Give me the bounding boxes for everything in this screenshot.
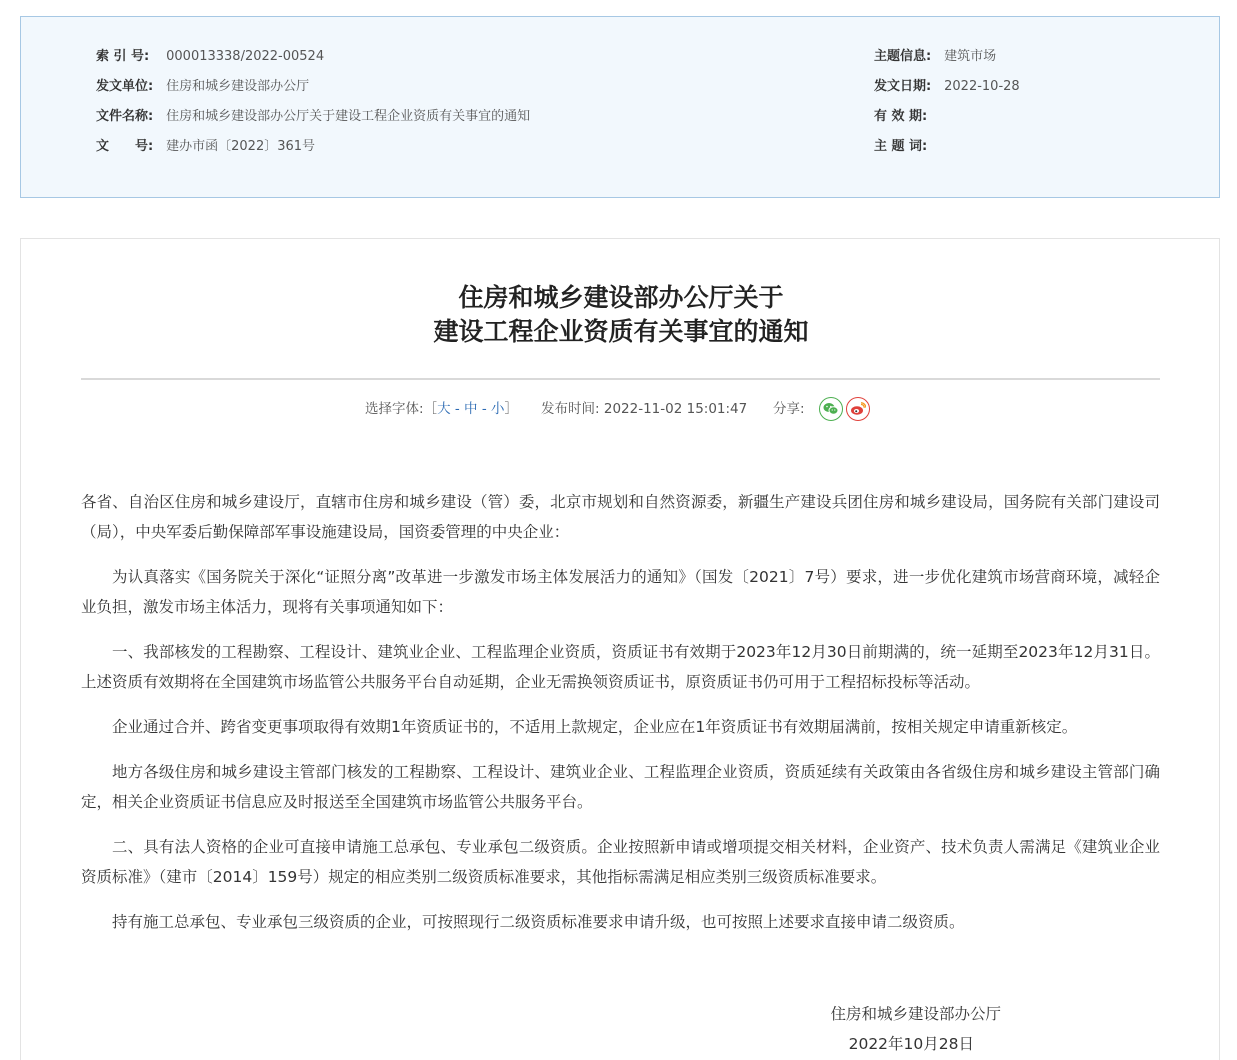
meta-filename-value: 住房和城乡建设部办公厅关于建设工程企业资质有关事宜的通知 bbox=[166, 109, 531, 124]
meta-docno bbox=[96, 137, 315, 157]
meta-topic-label: 主题信息: bbox=[874, 49, 932, 64]
font-select-end: ］ bbox=[504, 401, 518, 417]
meta-validity-label: 有 效 期: bbox=[874, 109, 928, 124]
share-label: 分享: bbox=[773, 401, 805, 417]
font-select-label: 选择字体:［ bbox=[365, 401, 438, 417]
meta-keywords bbox=[874, 137, 940, 157]
paragraph: 地方各级住房和城乡建设主管部门核发的工程勘察、工程设计、建筑业企业、工程监理企业资质，资质延续有关政策由各省级住房和城乡建设主管部门确定，相关企业资质证书信息应及时报送至全国建筑市场监管公共服务平台。 bbox=[81, 763, 1160, 811]
meta-docno-label: 文 号: bbox=[96, 139, 154, 154]
meta-topic-value: 建筑市场 bbox=[944, 49, 997, 64]
publish-time bbox=[541, 397, 747, 421]
font-small-link[interactable]: 小 bbox=[491, 401, 505, 417]
meta-filename-label: 文件名称: bbox=[96, 109, 154, 124]
paragraph: 一、我部核发的工程勘察、工程设计、建筑业企业、工程监理企业资质，资质证书有效期于2023年12月30日前期满的，统一延期至2023年12月31日。上述资质有效期将在全国建筑市场监管公共服务平台自动延期，企业无需换领资质证书，原资质证书仍可用于工程招标投标等活动。 bbox=[81, 643, 1160, 691]
meta-issuer-label: 发文单位: bbox=[96, 79, 154, 94]
article-title bbox=[21, 281, 1221, 349]
font-sep-2: - bbox=[477, 401, 491, 417]
meta-docno-value: 建办市函〔2022〕361号 bbox=[166, 139, 316, 154]
publish-time-label: 发布时间: bbox=[541, 401, 600, 417]
paragraph: 为认真落实《国务院关于深化“证照分离”改革进一步激发市场主体发展活力的通知》（国发〔2021〕7号）要求，进一步优化建筑市场营商环境，减轻企业负担，激发市场主体活力，现将有关事项通知如下： bbox=[81, 568, 1160, 616]
signature-org: 住房和城乡建设部办公厅 bbox=[830, 1005, 1001, 1023]
meta-date bbox=[874, 77, 1020, 97]
article-container bbox=[20, 238, 1220, 1060]
meta-filename bbox=[96, 107, 530, 127]
font-medium-link[interactable]: 中 bbox=[464, 401, 478, 417]
article-title-line-1: 住房和城乡建设部办公厅关于 bbox=[458, 283, 784, 312]
meta-date-value: 2022-10-28 bbox=[944, 79, 1020, 94]
signature-block bbox=[21, 999, 1001, 1059]
meta-index bbox=[96, 47, 324, 67]
article-body bbox=[81, 487, 1160, 952]
meta-topic bbox=[874, 47, 996, 67]
font-large-link[interactable]: 大 bbox=[437, 401, 451, 417]
meta-index-value: 000013338/2022-00524 bbox=[166, 49, 325, 64]
publish-time-value: 2022-11-02 15:01:47 bbox=[603, 401, 748, 417]
signature-date: 2022年10月28日 bbox=[848, 1035, 974, 1053]
document-metadata-panel bbox=[20, 16, 1220, 198]
paragraph-salutation: 各省、自治区住房和城乡建设厅，直辖市住房和城乡建设（管）委，北京市规划和自然资源委，新疆生产建设兵团住房和城乡建设局，国务院有关部门建设司（局），中央军委后勤保障部军事设施建设局，国资委管理的中央企业： bbox=[81, 493, 1160, 541]
meta-validity bbox=[874, 107, 940, 127]
article-title-line-2: 建设工程企业资质有关事宜的通知 bbox=[433, 317, 809, 346]
paragraph: 企业通过合并、跨省变更事项取得有效期1年资质证书的，不适用上款规定，企业应在1年资质证书有效期届满前，按相关规定申请重新核定。 bbox=[112, 718, 1078, 736]
paragraph: 持有施工总承包、专业承包三级资质的企业，可按照现行二级资质标准要求申请升级，也可按照上述要求直接申请二级资质。 bbox=[112, 913, 965, 931]
wechat-icon[interactable] bbox=[819, 397, 843, 421]
meta-keywords-label: 主 题 词: bbox=[874, 139, 928, 154]
meta-index-label: 索 引 号: bbox=[96, 49, 150, 64]
meta-issuer bbox=[96, 77, 309, 97]
weibo-icon[interactable] bbox=[846, 397, 870, 421]
article-toolbar bbox=[21, 397, 1221, 421]
font-sep-1: - bbox=[450, 401, 465, 417]
meta-date-label: 发文日期: bbox=[874, 79, 932, 94]
title-divider bbox=[81, 378, 1160, 380]
font-size-selector bbox=[365, 397, 518, 421]
meta-issuer-value: 住房和城乡建设部办公厅 bbox=[166, 79, 310, 94]
paragraph: 二、具有法人资格的企业可直接申请施工总承包、专业承包二级资质。企业按照新申请或增项提交相关材料，企业资产、技术负责人需满足《建筑业企业资质标准》（建市〔2014〕159号）规定的相应类别二级资质标准要求，其他指标需满足相应类别三级资质标准要求。 bbox=[81, 838, 1160, 886]
